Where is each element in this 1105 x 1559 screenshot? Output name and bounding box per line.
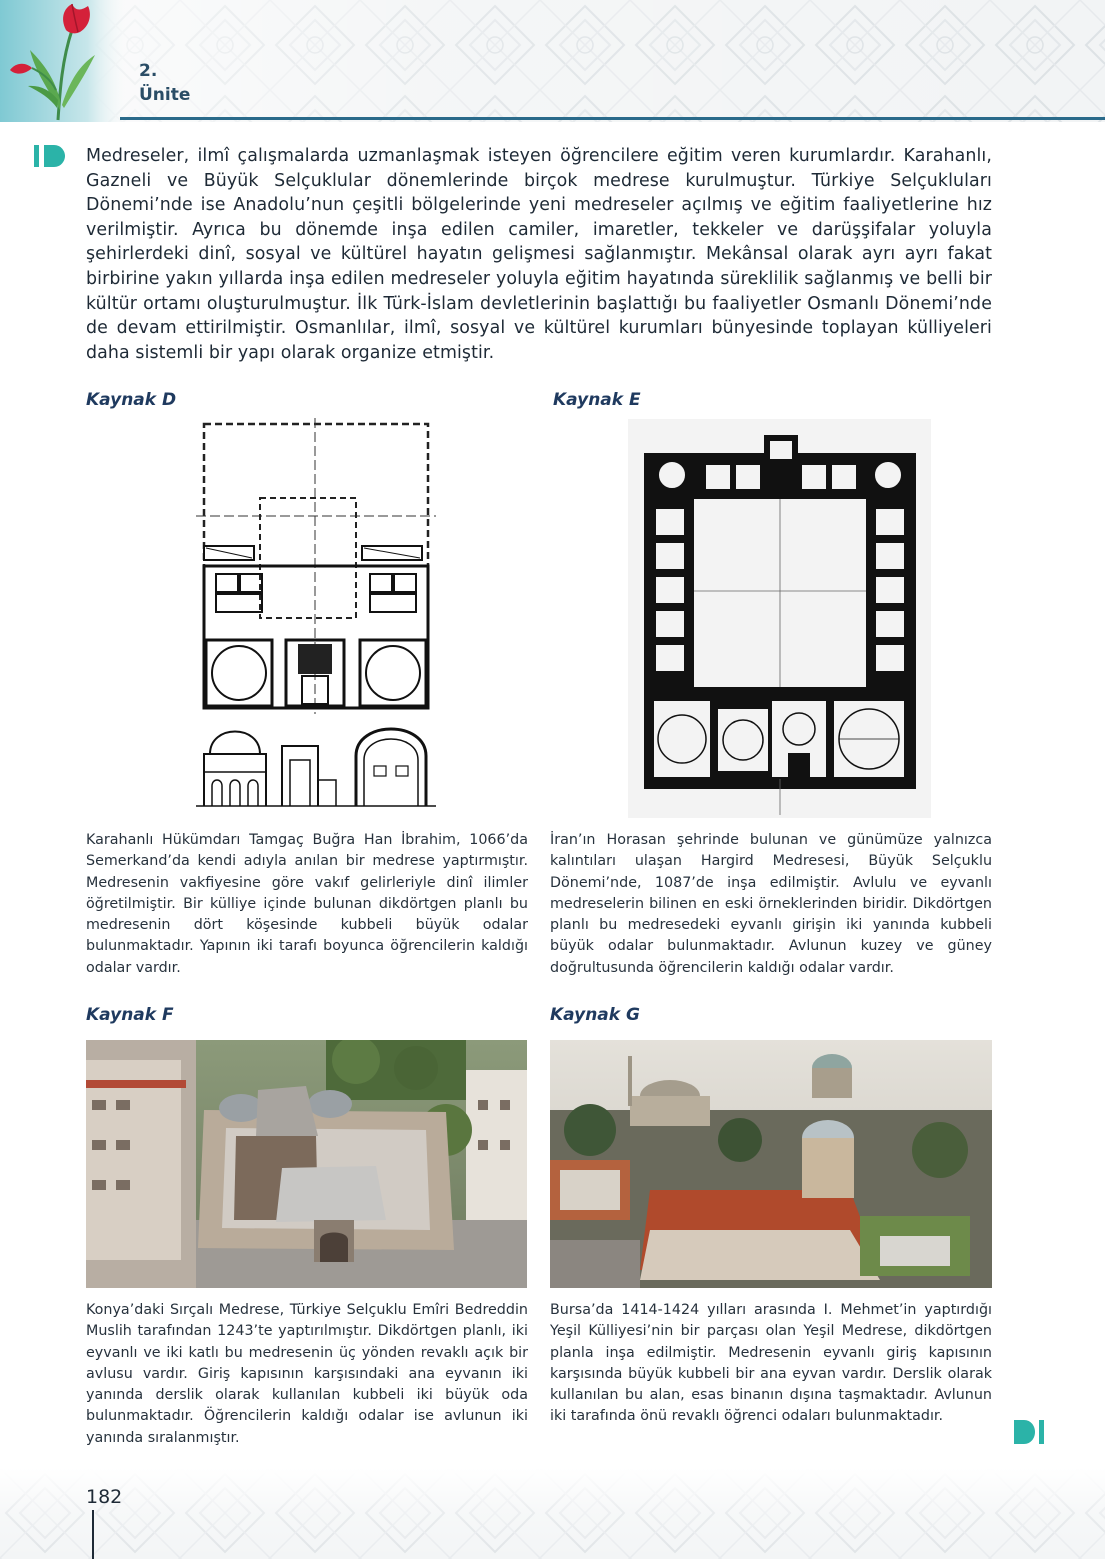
page-number: 182 xyxy=(86,1486,123,1508)
source-g-title: Kaynak G xyxy=(550,1005,640,1025)
section-start-marker-icon xyxy=(34,145,66,167)
source-g-caption: Bursa’da 1414-1424 yılları arasında I. Mehmet’in yaptırdığı Yeşil Külliyesi’nin bir parçası olan Yeşil Medrese, dikdörtgen planla inşa edilmiştir. Medresenin eyvanlı giriş kapısının karşısında büyük kubbeli bir ana eyvan vardır. Derslik olarak kullanılan bu alan, esas binanın dışına taşmaktadır. Avlunun iki tarafında önü revaklı öğrenci odaları bulunmaktadır. xyxy=(550,1302,992,1425)
medrese-plan-drawing xyxy=(186,414,444,822)
hargird-plan-drawing xyxy=(628,419,931,818)
source-f-photo xyxy=(86,1040,527,1288)
unit-number: 2. xyxy=(139,61,158,81)
source-d-figure xyxy=(186,414,444,822)
page-header xyxy=(0,0,1105,122)
source-e-caption: İran’ın Horasan şehrinde bulunan ve günümüze yalnızca kalıntıları ulaşan Hargird Medresesi, Büyük Selçuklu Dönemi’nde, 1087’de inşa edilmiştir. Avlulu ve eyvanlı medreselerin bilinen en eski örneklerinden biridir. Dikdörtgen planlı bu medresedeki eyvanlı girişin iki yanında kubbeli büyük odalar bulunmaktadır. Avlunun kuzey ve güney doğrultusunda öğrencilerin kaldığı odalar vardır. xyxy=(550,832,992,976)
intro-paragraph: Medreseler, ilmî çalışmalarda uzmanlaşmak isteyen öğrencilere eğitim veren kurumlardır. Karahanlı, Gazneli ve Büyük Selçuklular dönemlerinde birçok medrese kurulmuştur. Türkiye Selçukluları Dönemi’nde ise Anadolu’nun çeşitli bölgelerinde yeni medreseler açılmış ve eğitim faaliyetlerine hız verilmiştir. Ayrıca bu dönemde inşa edilen camiler, imaretler, tekkeler ve darüşşifalar yoluyla şehirlerdeki dinî, sosyal ve kültürel hayatın gelişmesi sağlanmıştır. Mekânsal olarak ayrı ayrı fakat birbirine yakın yıllarda inşa edilen medreseler yoluyla eğitim hayatında süreklilik sağlanmış ve belli bir kültür ortamı oluşturulmuştur. İlk Türk-İslam devletlerinin başlattığı bu faaliyetler Osmanlı Dönemi’nde de devam ettirilmiştir. Osmanlılar, ilmî, sosyal ve kültürel kurumları bünyesinde toplayan külliyeleri daha sistemli bir yapı olarak organize etmiştir. xyxy=(86,146,992,363)
source-e-figure xyxy=(628,419,931,818)
source-f-caption: Konya’daki Sırçalı Medrese, Türkiye Selçuklu Emîri Bedreddin Muslih tarafından 1243’te yaptırılmıştır. Dikdörtgen planlı, iki eyvanlı ve iki katlı bu medresenin üç yönden revaklı açık bir avlusu vardır. Giriş kapısının karşısındaki ana eyvanın iki yanında derslik olarak kullanılan kubbeli iki büyük oda bulunmaktadır. Öğrencilerin kaldığı odalar ise avlunun iki yanında sıralanmıştır. xyxy=(86,1302,528,1446)
sircali-medrese-aerial-photo xyxy=(86,1040,527,1288)
source-f-title: Kaynak F xyxy=(86,1005,174,1025)
geometric-pattern-footer xyxy=(0,1468,1105,1559)
source-e-title: Kaynak E xyxy=(553,390,641,410)
section-end-marker-icon xyxy=(1012,1420,1046,1444)
source-d-title: Kaynak D xyxy=(86,390,177,410)
header-rule xyxy=(120,117,1105,120)
yesil-medrese-aerial-photo xyxy=(550,1040,992,1288)
page-footer xyxy=(0,1468,1105,1559)
source-d-caption: Karahanlı Hükümdarı Tamgaç Buğra Han İbrahim, 1066’da Semerkand’da kendi adıyla anılan bir medrese yaptırmıştır. Medresenin vakfiyesine göre vakıf gelirleriyle dinî ilimler öğretilmiştir. Bir külliye içinde bulunan dikdörtgen planlı bu medresenin dört köşesinde kubbeli büyük odalar bulunmaktadır. Yapının iki tarafı boyunca öğrencilerin kaldığı odalar vardır. xyxy=(86,832,528,976)
tulip-icon xyxy=(0,0,125,122)
unit-label: Ünite xyxy=(139,85,191,105)
source-g-photo xyxy=(550,1040,992,1288)
footer-rule xyxy=(92,1510,94,1559)
